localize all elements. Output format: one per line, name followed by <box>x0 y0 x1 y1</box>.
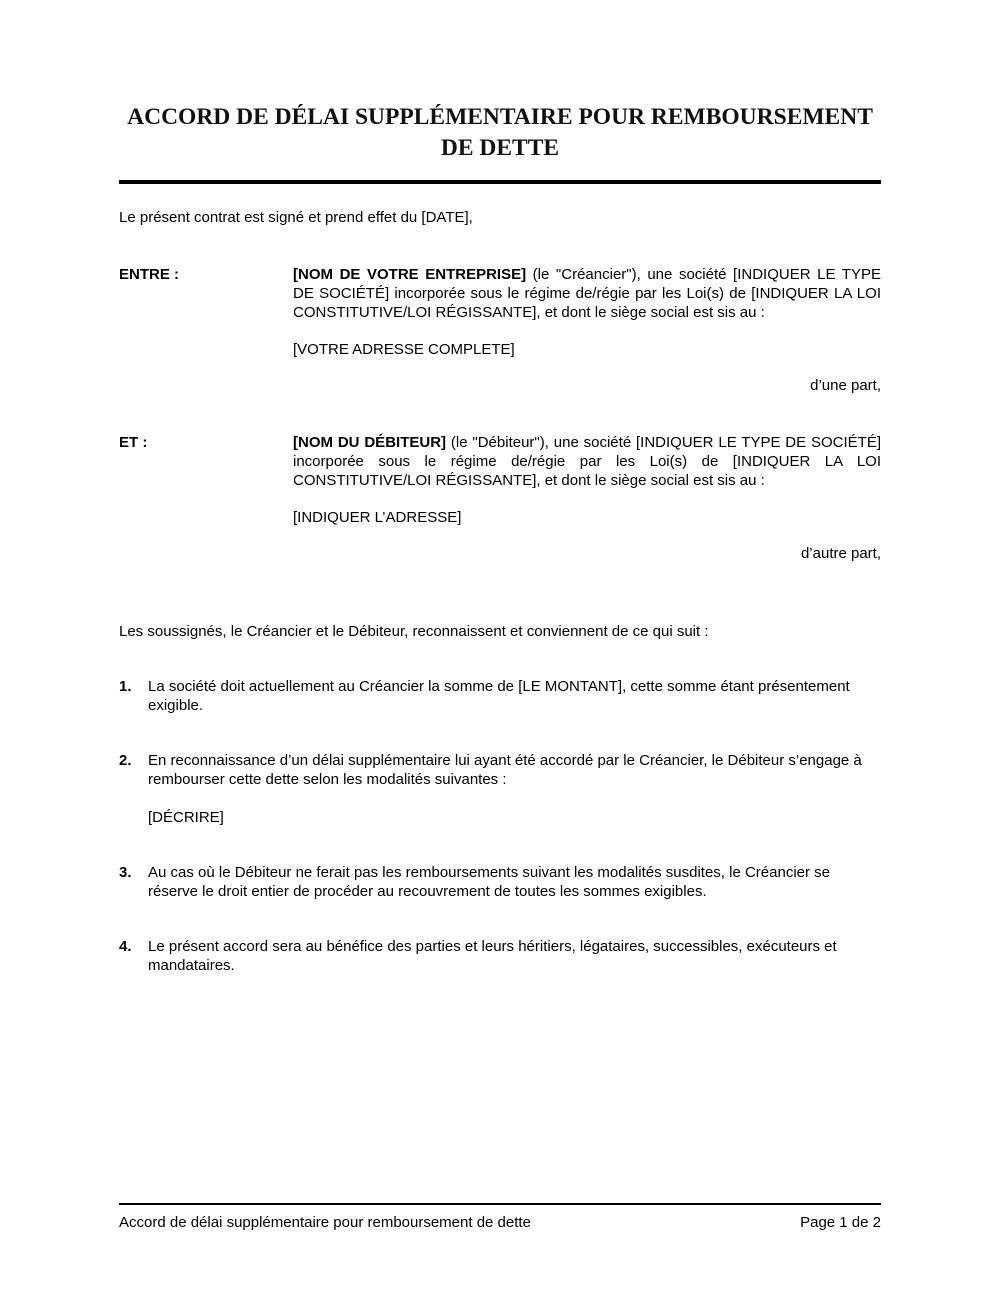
intro-paragraph: Le présent contrat est signé et prend effet du [DATE], <box>119 208 473 226</box>
clause-2 <box>119 751 881 789</box>
clause-2-number: 2. <box>119 751 132 769</box>
party-body-debiteur <box>293 433 881 563</box>
page-title: ACCORD DE DÉLAI SUPPLÉMENTAIRE POUR REMBOURSEMENT DE DETTE <box>127 104 873 161</box>
party-name-placeholder-creancier: [NOM DE VOTRE ENTREPRISE] <box>293 265 527 283</box>
clause-4 <box>119 937 881 975</box>
party-label-et: ET : <box>119 433 148 451</box>
party-address-creancier: [VOTRE ADRESSE COMPLETE] <box>293 340 515 358</box>
clause-1-number: 1. <box>119 677 132 695</box>
footer-page-number: Page 1 de 2 <box>800 1214 881 1231</box>
party-name-placeholder-debiteur: [NOM DU DÉBITEUR] <box>293 433 447 451</box>
part-note-une-part: d’une part, <box>810 376 881 394</box>
clause-4-text: Le présent accord sera au bénéfice des parties et leurs héritiers, légataires, successibles, exécuteurs et mandataires. <box>148 937 837 974</box>
footer-document-title: Accord de délai supplémentaire pour remboursement de dette <box>119 1214 531 1231</box>
clause-3-text: Au cas où le Débiteur ne ferait pas les remboursements suivant les modalités susdites, le Créancier se réserve le droit entier de procéder au recouvrement de toutes les sommes exigibles. <box>148 863 830 900</box>
clause-2-text: En reconnaissance d’un délai supplémentaire lui ayant été accordé par le Créancier, le Débiteur s’engage à rembourser cette dette selon les modalités suivantes : <box>148 751 862 788</box>
clause-3 <box>119 863 881 901</box>
party-description-creancier <box>293 265 881 322</box>
title-divider <box>119 180 881 184</box>
clause-4-number: 4. <box>119 937 132 955</box>
party-description-text-creancier: (le "Créancier"), une société [INDIQUER LE TYPE DE SOCIÉTÉ] incorporée sous le régime de/régie par les Loi(s) de [INDIQUER LA LOI CONSTITUTIVE/LOI RÉGISSANTE], et dont le siège social est sis au : <box>293 265 881 321</box>
clause-1 <box>119 677 881 715</box>
clause-1-text: La société doit actuellement au Créancier la somme de [LE MONTANT], cette somme étant présentement exigible. <box>148 677 850 714</box>
part-note-autre-part: d’autre part, <box>800 544 881 562</box>
party-description-debiteur <box>293 433 881 490</box>
clause-2-placeholder-decrire: [DÉCRIRE] <box>148 808 224 826</box>
clause-3-number: 3. <box>119 863 132 881</box>
party-section-creancier <box>119 265 881 395</box>
party-label-entre: ENTRE : <box>119 265 179 283</box>
recital-paragraph: Les soussignés, le Créancier et le Débiteur, reconnaissent et conviennent de ce qui suit : <box>119 622 709 640</box>
party-body-creancier <box>293 265 881 395</box>
footer-divider <box>119 1203 881 1205</box>
page-footer <box>119 1203 881 1232</box>
footer-row <box>119 1213 881 1232</box>
party-description-text-debiteur: (le "Débiteur"), une société [INDIQUER LE TYPE DE SOCIÉTÉ] incorporée sous le régime de/régie par les Loi(s) de [INDIQUER LA LOI CONSTITUTIVE/LOI RÉGISSANTE], et dont le siège social est sis au : <box>293 433 882 489</box>
party-address-debiteur: [INDIQUER L’ADRESSE] <box>293 508 462 526</box>
party-section-debiteur <box>119 433 881 563</box>
